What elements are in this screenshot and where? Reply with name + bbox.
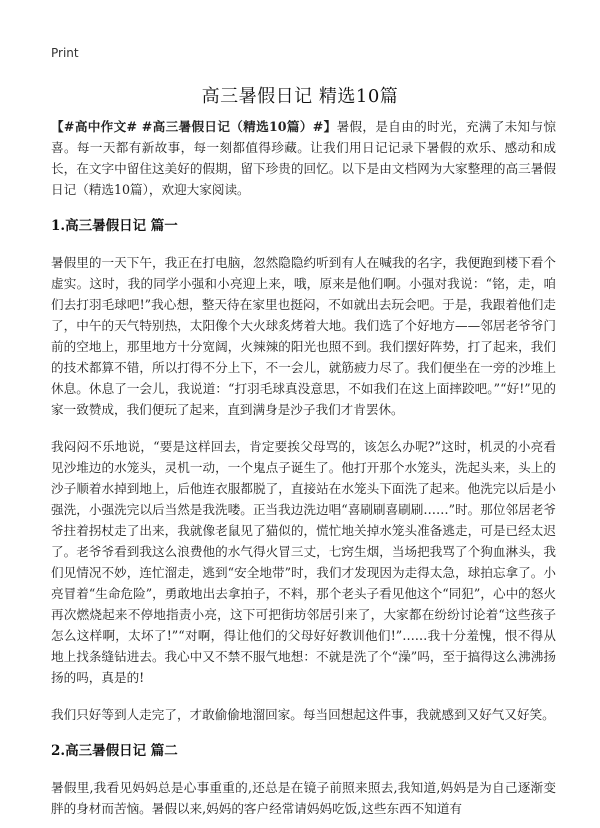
section-1-paragraph-2: 我闷闷不乐地说，“要是这样回去，肯定要挨父母骂的，该怎么办呢?”这时，机灵的小亮看见沙堆边的水笼头，灵机一动，一个鬼点子诞生了。他打开那个水笼头，洗起头来，头上的沙子顺着水掉到地上，后他连衣服都脱了，直接站在水笼头下面洗了起来。他洗完以后是小强洗，小强洗完以后当然是我洗喽。正当我边洗边唱“喜刷刷喜刷刷……”时。那位邻居老爷爷拄着拐杖走了出来，我就像老鼠见了猫似的，慌忙地关掉水笼头准备逃走，可是已经太迟了。老爷爷看到我这么浪费他的水气得火冒三丈，七窍生烟，当场把我骂了个狗血淋头，我们见情况不妙，连忙溜走，逃到“安全地带”时，我们才发现因为走得太急，球拍忘拿了。小亮冒着“生命危险”，勇敢地出去拿拍子，不料，那个老头子看见他这个“同犯”，心中的怒火再次燃烧起来不停地指责小亮，这下可把街坊邻居引来了，大家都在纷纷讨论着“这些孩子怎么这样啊，太坏了!”“对啊，得让他们的父母好好教训他们!”……我十分羞愧，恨不得从地上找条缝钻进去。我心中又不禁不服气地想：不就是洗了个“澡”吗，至于搞得这么沸沸扬扬的吗，真是的!: [51, 439, 556, 685]
section-1-paragraph-1: 暑假里的一天下午，我正在打电脑，忽然隐隐约听到有人在喊我的名字，我便跑到楼下看个虚实。这时，我的同学小强和小亮迎上来，哦，原来是他们啊。小强对我说：“铭，走，咱们去打羽毛球吧!”我心想，整天待在家里也挺闷，不如就出去玩会吧。于是，我跟着他们走了，中午的天气特别热，太阳像个大火球炙烤着大地。我们选了个好地方——邻居老爷爷门前的空地上，那里地方十分宽阔，火辣辣的阳光也照不到。我们摆好阵势，打了起来，我们的技术都算不错，所以打得不分上下，不一会儿，就筋疲力尽了。我们便坐在一旁的沙堆上休息。休息了一会儿，我说道：“打羽毛球真没意思，不如我们在这上面摔跤吧。”“好!”见的家一致赞成，我们便玩了起来，直到满身是沙子我们才肯罢休。: [51, 255, 556, 417]
section-1-paragraph-3: 我们只好等到人走完了，才敢偷偷地溜回家。每当回想起这件事，我就感到又好气又好笑。: [51, 707, 555, 722]
section-2-paragraph-1: 暑假里,我看见妈妈总是心事重重的,还总是在镜子前照来照去,我知道,妈妈是为自己逐渐变胖的身材而苦恼。暑假以来,妈妈的客户经常请妈妈吃饭,这些东西不知道有: [51, 780, 556, 816]
page-title: 高三暑假日记 精选10篇: [201, 86, 399, 107]
intro-paragraph: [51, 116, 556, 200]
section-heading-1: 1.高三暑假日记 篇一: [51, 218, 178, 234]
document-body: [51, 116, 556, 819]
intro-text: 暑假，是自由的时光，充满了未知与惊喜。每一天都有新故事，每一刻都值得珍藏。让我们用日记记录下暑假的欢乐、感动和成长，在文字中留住这美好的假期，留下珍贵的回忆。以下是由文档网为大家整理的高三暑假日记（精选10篇），欢迎大家阅读。: [51, 119, 556, 197]
print-label: Print: [51, 46, 79, 60]
intro-tag: 【#高中作文# #高三暑假日记（精选10篇）#】: [51, 119, 337, 134]
section-heading-2: 2.高三暑假日记 篇二: [51, 743, 178, 759]
